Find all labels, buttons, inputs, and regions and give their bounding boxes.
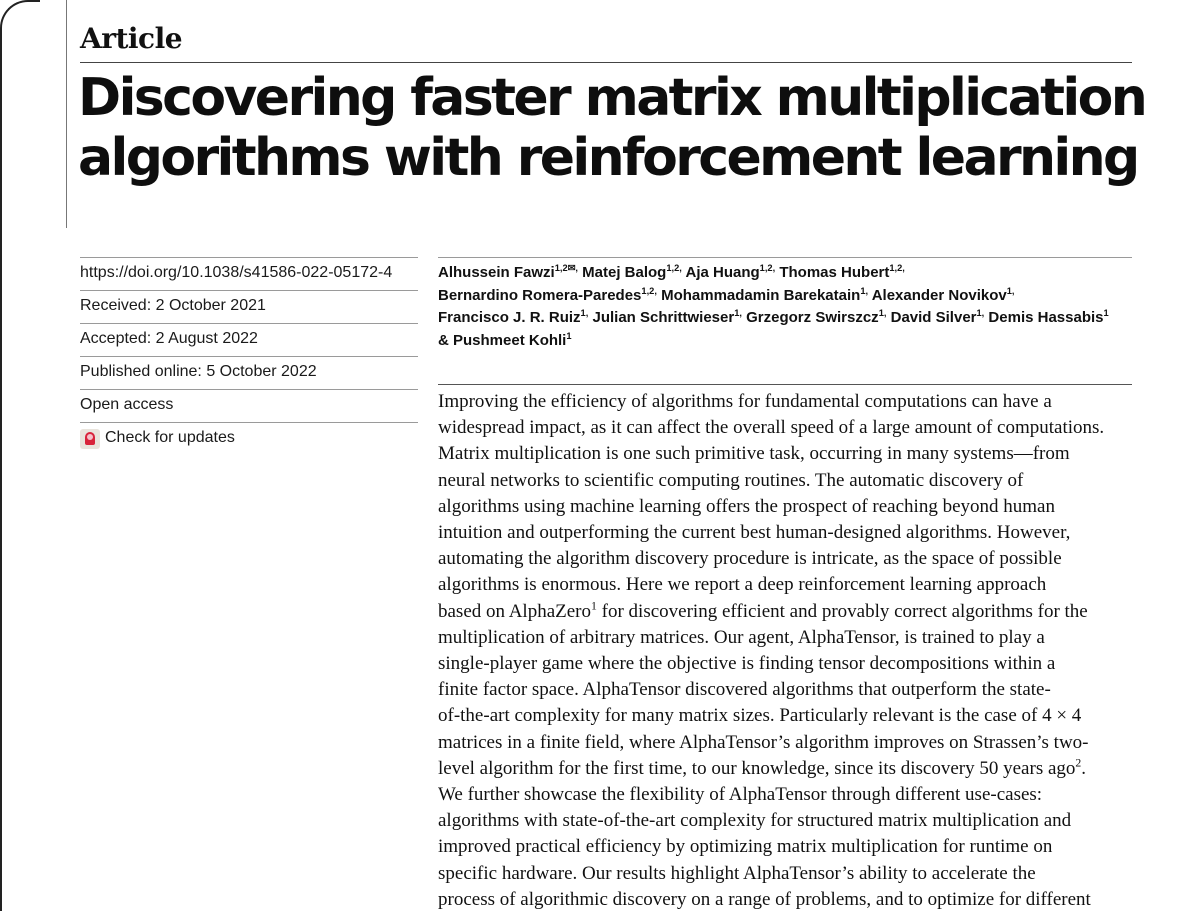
open-access-label: Open access xyxy=(80,389,418,422)
abstract-divider xyxy=(438,384,1132,385)
article-type-label: Article xyxy=(80,22,183,55)
abstract-line: finite factor space. AlphaTensor discovered algorithms that outperform the state- xyxy=(438,679,1051,701)
title-line: algorithms with reinforcement learning xyxy=(78,128,1138,188)
author-line: & Pushmeet Kohli$^1$ xyxy=(438,330,572,349)
abstract-line: improved practical efficiency by optimizing matrix multiplication for runtime on xyxy=(438,836,1053,858)
article-metadata xyxy=(80,257,418,455)
author-list xyxy=(438,262,1138,352)
doi-link[interactable]: https://doi.org/10.1038/s41586-022-05172-4 xyxy=(80,257,418,290)
author-line: Bernardino Romera-Paredes$^{1,2,}$ Mohammadamin Barekatain$^{1,}$ Alexander Novikov$^{1,}$ xyxy=(438,285,1015,304)
accepted-date: Accepted: 2 August 2022 xyxy=(80,323,418,356)
abstract-line: widespread impact, as it can affect the overall speed of a large amount of computations. xyxy=(438,417,1105,439)
received-date: Received: 2 October 2021 xyxy=(80,290,418,323)
abstract-line: Improving the efficiency of algorithms for fundamental computations can have a xyxy=(438,391,1052,412)
abstract-text xyxy=(438,389,1158,911)
abstract-line: intuition and outperforming the current best human-designed algorithms. However, xyxy=(438,522,1071,544)
abstract-line: level algorithm for the first time, to our knowledge, since its discovery 50 years ago$^2$. xyxy=(438,756,1087,779)
authors-divider xyxy=(438,257,1132,258)
check-for-updates-link[interactable] xyxy=(80,422,418,455)
page-corner-frame xyxy=(0,0,40,911)
abstract-line: of-the-art complexity for many matrix sizes. Particularly relevant is the case of 4 × 4 xyxy=(438,705,1082,727)
published-date: Published online: 5 October 2022 xyxy=(80,356,418,389)
check-for-updates-label: Check for updates xyxy=(105,429,235,446)
abstract-line: algorithms is enormous. Here we report a deep reinforcement learning approach xyxy=(438,574,1047,596)
author-line: Francisco J. R. Ruiz$^{1,}$ Julian Schrittwieser$^{1,}$ Grzegorz Swirszcz$^{1,}$ David Silver$^{1,}$ Demis Hassabis$^1$ xyxy=(438,308,1109,326)
abstract-line: algorithms with state-of-the-art complexity for structured matrix multiplication and xyxy=(438,810,1072,832)
abstract-line: single-player game where the objective is finding tensor decompositions within a xyxy=(438,653,1056,675)
abstract-line: neural networks to scientific computing routines. The automatic discovery of xyxy=(438,469,1024,491)
abstract-line: specific hardware. Our results highlight AlphaTensor’s ability to accelerate the xyxy=(438,862,1036,884)
title-line: Discovering faster matrix multiplication xyxy=(78,68,1146,128)
crossmark-update-icon xyxy=(80,429,100,449)
abstract-line: algorithms using machine learning offers the prospect of reaching beyond human xyxy=(438,495,1055,517)
abstract-line: Matrix multiplication is one such primitive task, occurring in many systems—from xyxy=(438,443,1070,465)
author-line: Alhussein Fawzi$^{1,2✉,}$ Matej Balog$^{1,2,}$ Aja Huang$^{1,2,}$ Thomas Hubert$^{1,2,}$ xyxy=(438,263,905,281)
header-divider xyxy=(80,62,1132,63)
article-title xyxy=(78,68,1146,188)
abstract-line: based on AlphaZero$^1$ for discovering efficient and provably correct algorithms for the xyxy=(438,599,1088,622)
abstract-line: We further showcase the flexibility of AlphaTensor through different use-cases: xyxy=(438,784,1043,806)
abstract-line: multiplication of arbitrary matrices. Our agent, AlphaTensor, is trained to play a xyxy=(438,626,1045,648)
abstract-line: automating the algorithm discovery procedure is intricate, as the space of possible xyxy=(438,548,1062,570)
left-margin-rule xyxy=(66,0,67,228)
abstract-line: process of algorithmic discovery on a range of problems, and to optimize for different xyxy=(438,888,1091,910)
abstract-line: matrices in a finite field, where AlphaTensor’s algorithm improves on Strassen’s two- xyxy=(438,731,1089,753)
